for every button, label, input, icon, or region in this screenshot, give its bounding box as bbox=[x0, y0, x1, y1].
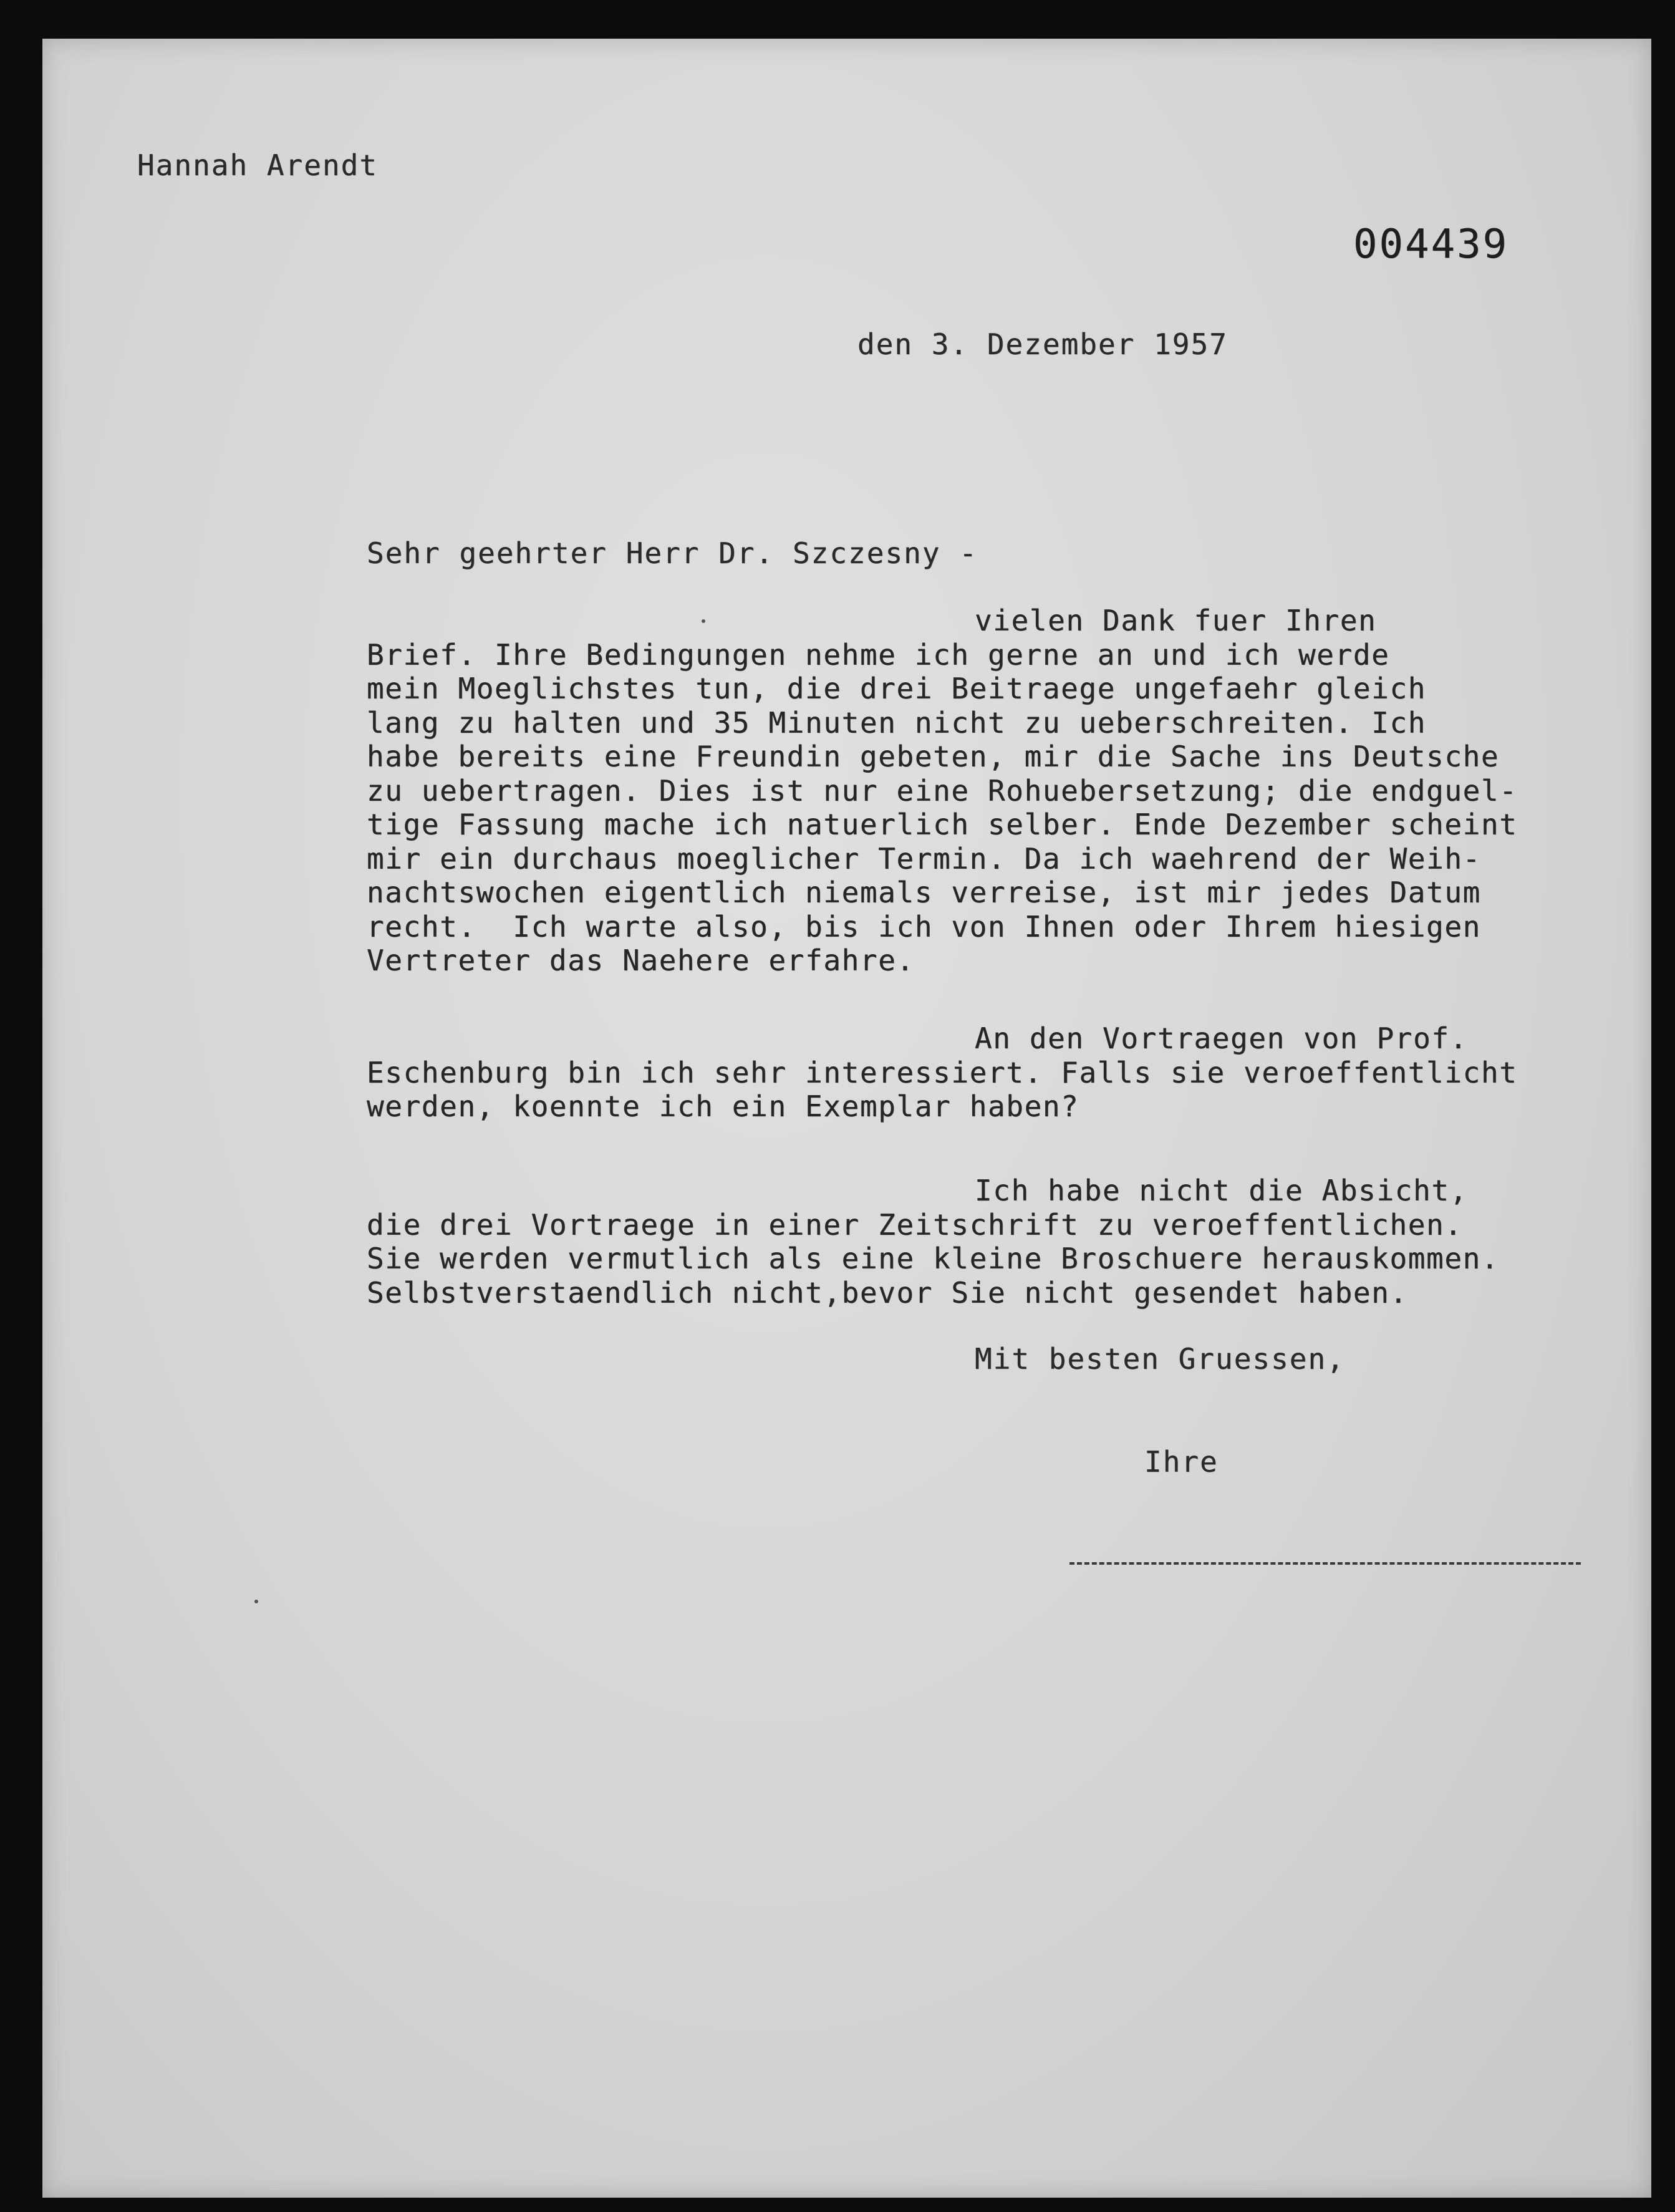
letter-line: Sie werden vermutlich als eine kleine Broschuere herauskommen. bbox=[367, 1242, 1500, 1275]
letter-line: tige Fassung mache ich natuerlich selber. Ende Dezember scheint bbox=[367, 808, 1518, 841]
letter-line: Ich habe nicht die Absicht, bbox=[975, 1174, 1468, 1207]
paper-speck bbox=[702, 619, 705, 623]
letter-line: zu uebertragen. Dies ist nur eine Rohuebersetzung; die endguel- bbox=[367, 773, 1518, 808]
letter-closing: Mit besten Gruessen, bbox=[975, 1342, 1345, 1376]
document-number: 004439 bbox=[1353, 221, 1509, 268]
letter-line: habe bereits eine Freundin gebeten, mir die Sache ins Deutsche bbox=[367, 740, 1500, 773]
letter-line: recht. Ich warte also, bis ich von Ihnen oder Ihrem hiesigen bbox=[367, 909, 1481, 944]
letter-line: vielen Dank fuer Ihren bbox=[975, 604, 1377, 637]
signature-line bbox=[1069, 1562, 1581, 1565]
letter-line: An den Vortraegen von Prof. bbox=[975, 1021, 1468, 1055]
letter-date: den 3. Dezember 1957 bbox=[857, 327, 1228, 361]
letter-line: Eschenburg bin ich sehr interessiert. Falls sie veroeffentlicht bbox=[367, 1055, 1518, 1089]
letter-salutation: Sehr geehrter Herr Dr. Szczesny - bbox=[367, 536, 978, 570]
letter-paragraph-2 bbox=[367, 1021, 1518, 1124]
letter-paragraph-3 bbox=[367, 1174, 1499, 1310]
letter-line: Selbstverstaendlich nicht,bevor Sie nicht gesendet haben. bbox=[367, 1275, 1408, 1310]
letter-line: die drei Vortraege in einer Zeitschrift zu veroeffentlichen. bbox=[367, 1207, 1463, 1242]
letter-line: Vertreter das Naehere erfahre. bbox=[367, 944, 915, 977]
letter-signoff: Ihre bbox=[1144, 1445, 1219, 1479]
letter-line: mein Moeglichstes tun, die drei Beitraege ungefaehr gleich bbox=[367, 672, 1427, 705]
letter-line: mir ein durchaus moeglicher Termin. Da ich waehrend der Weih- bbox=[367, 841, 1481, 876]
letter-line: lang zu halten und 35 Minuten nicht zu ueberschreiten. Ich bbox=[367, 705, 1427, 740]
paper-speck bbox=[254, 1600, 258, 1603]
letter-paragraph-1 bbox=[367, 604, 1518, 978]
letter-author: Hannah Arendt bbox=[137, 148, 379, 182]
letter-line: Brief. Ihre Bedingungen nehme ich gerne an und ich werde bbox=[367, 637, 1390, 672]
letter-line: nachtswochen eigentlich niemals verreise, ist mir jedes Datum bbox=[367, 876, 1481, 909]
letter-line: werden, koennte ich ein Exemplar haben? bbox=[367, 1089, 1079, 1123]
